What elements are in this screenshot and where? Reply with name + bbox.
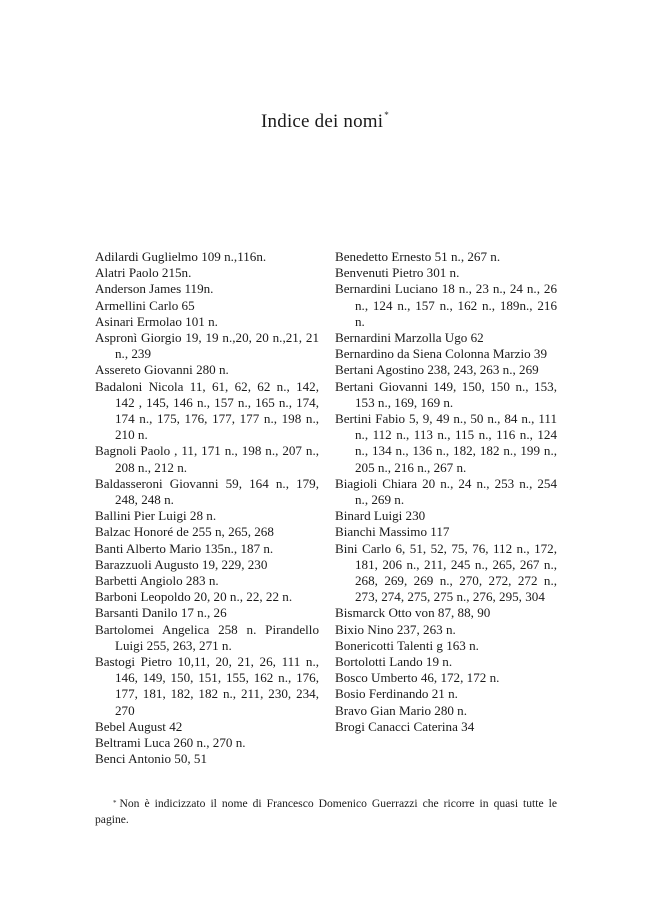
index-entry: Benvenuti Pietro 301 n. xyxy=(335,265,460,281)
index-entry: Bianchi Massimo 117 xyxy=(335,524,450,540)
index-entry: Barbetti Angiolo 283 n. xyxy=(95,573,219,589)
index-entry: Armellini Carlo 65 xyxy=(95,297,195,313)
index-entry: Ballini Pier Luigi 28 n. xyxy=(95,508,217,524)
title-footnote-mark: * xyxy=(384,110,389,120)
index-entry: Balzac Honoré de 255 n, 265, 268 xyxy=(95,524,274,540)
index-entry: Anderson James 119n. xyxy=(95,281,214,297)
index-entry: Bertani Agostino 238, 243, 263 n., 269 xyxy=(335,362,539,378)
index-entry: Bosio Ferdinando 21 n. xyxy=(335,686,458,702)
index-entry: Badaloni Nicola 11, 61, 62, 62 n., 142, 142 , 145, 146 n., 157 n., 165 n., 174, 174 n., 175, 176, 177, 177 n., 198 n., 210 n. xyxy=(95,378,319,443)
page-title-text: Indice dei nomi xyxy=(261,111,384,132)
index-entry: Bagnoli Paolo , 11, 171 n., 198 n., 207 n., 208 n., 212 n. xyxy=(95,443,319,475)
index-column-left xyxy=(95,249,319,768)
index-entry: Bernardini Luciano 18 n., 23 n., 24 n., 26 n., 124 n., 157 n., 162 n., 189n., 216 n. xyxy=(335,281,557,329)
index-entry: Bernardini Marzolla Ugo 62 xyxy=(335,330,484,346)
index-entry: Brogi Canacci Caterina 34 xyxy=(335,718,475,734)
index-entry: Bismarck Otto von 87, 88, 90 xyxy=(335,605,491,621)
index-entry: Benci Antonio 50, 51 xyxy=(95,751,208,767)
index-entry: Benedetto Ernesto 51 n., 267 n. xyxy=(335,249,501,264)
index-entry: Barazzuoli Augusto 19, 229, 230 xyxy=(95,556,268,572)
index-entry: Bonericotti Talenti g 163 n. xyxy=(335,637,479,653)
index-entry: Bartolomei Angelica 258 n. Pirandello Luigi 255, 263, 271 n. xyxy=(95,621,319,653)
index-entry: Aspronì Giorgio 19, 19 n.,20, 20 n.,21, 21 n., 239 xyxy=(95,330,319,362)
index-entry: Barboni Leopoldo 20, 20 n., 22, 22 n. xyxy=(95,589,293,605)
index-entry: Bernardino da Siena Colonna Marzio 39 xyxy=(335,346,547,362)
index-entry: Asinari Ermolao 101 n. xyxy=(95,313,218,329)
index-entry: Beltrami Luca 260 n., 270 n. xyxy=(95,735,246,751)
index-entry: Alatri Paolo 215n. xyxy=(95,265,192,281)
index-entry: Biagioli Chiara 20 n., 24 n., 253 n., 254 n., 269 n. xyxy=(335,475,557,508)
index-entry: Barsanti Danilo 17 n., 26 xyxy=(95,605,227,621)
index-entry: Bebel August 42 xyxy=(95,718,183,734)
index-entry: Bixio Nino 237, 263 n. xyxy=(335,621,456,637)
index-entry: Bortolotti Lando 19 n. xyxy=(335,654,453,670)
index-entry: Banti Alberto Mario 135n., 187 n. xyxy=(95,540,274,556)
index-entry: Adilardi Guglielmo 109 n.,116n. xyxy=(95,249,267,264)
index-entry: Bosco Umberto 46, 172, 172 n. xyxy=(335,670,500,686)
index-entry: Baldasseroni Giovanni 59, 164 n., 179, 248, 248 n. xyxy=(95,475,319,508)
footnote-text: Non è indicizzato il nome di Francesco Domenico Guerrazzi che ricorre in quasi tutte le pagine. xyxy=(95,797,557,826)
index-entry: Bertani Giovanni 149, 150, 150 n., 153, 153 n., 169, 169 n. xyxy=(335,378,557,410)
page-title xyxy=(0,111,650,133)
index-entry: Bravo Gian Mario 280 n. xyxy=(335,702,468,718)
index-entry: Bastogi Pietro 10,11, 20, 21, 26, 111 n., 146, 149, 150, 151, 155, 162 n., 176, 177, 181, 182, 182 n., 211, 230, 234, 270 xyxy=(95,654,319,718)
footnote-mark: * xyxy=(113,799,117,807)
index-entry: Bini Carlo 6, 51, 52, 75, 76, 112 n., 172, 181, 206 n., 211, 245 n., 265, 267 n., 268, 269, 269 n., 270, 272, 272 n., 273, 274, 275, 275 n., 276, 295, 304 xyxy=(335,540,557,605)
index-column-right xyxy=(335,249,557,735)
index-entry: Bertini Fabio 5, 9, 49 n., 50 n., 84 n., 111 n., 112 n., 113 n., 115 n., 116 n., 124 n., 134 n., 136 n., 182, 182 n., 199 n., 205 n., 216 n., 267 n. xyxy=(335,411,557,475)
index-entry: Binard Luigi 230 xyxy=(335,508,426,524)
footnote xyxy=(95,796,557,827)
index-entry: Assereto Giovanni 280 n. xyxy=(95,362,229,378)
